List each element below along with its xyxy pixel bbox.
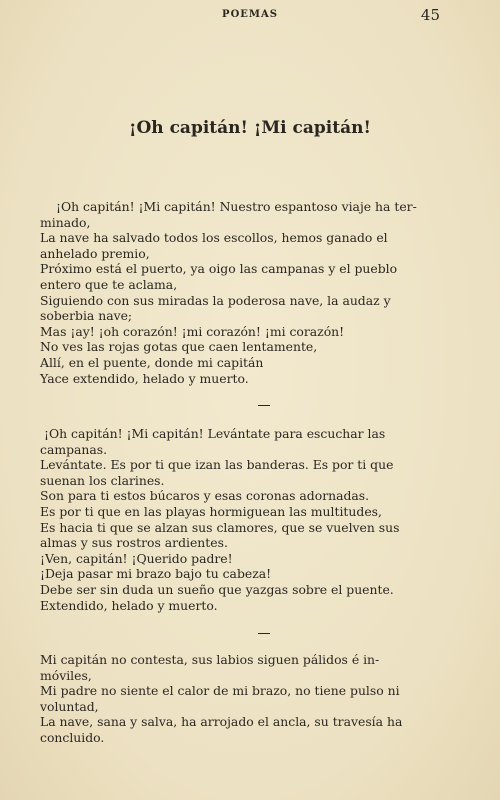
poem-line: almas y sus rostros ardientes. xyxy=(40,535,228,551)
poem-line: suenan los clarines. xyxy=(40,472,165,488)
poem-line: La nave, sana y salva, ha arrojado el ancla, su travesía ha xyxy=(40,714,403,730)
running-title: POEMAS xyxy=(222,9,278,20)
stanza-separator xyxy=(258,633,270,634)
poem-line: Mi capitán no contesta, sus labios siguen pálidos é in- xyxy=(40,652,380,667)
stanza-2 xyxy=(40,426,462,613)
poem-line: Es hacia ti que se alzan sus clamores, que se vuelven sus xyxy=(40,519,400,535)
poem-line: minado, xyxy=(40,214,91,230)
stanza-1 xyxy=(40,199,462,386)
poem-line: Allí, en el puente, donde mi capitán xyxy=(40,354,264,370)
poem-line: Es por ti que en las playas hormiguean las multitudes, xyxy=(40,503,382,519)
poem-line: entero que te aclama, xyxy=(40,276,178,292)
poem-line: Próximo está el puerto, ya oigo las campanas y el pueblo xyxy=(40,261,398,277)
poem-line: Debe ser sin duda un sueño que yazgas sobre el puente. xyxy=(40,581,394,597)
poem-line: Son para ti estos búcaros y esas coronas adornadas. xyxy=(40,488,370,504)
stanza-3 xyxy=(40,652,462,746)
page-number: 45 xyxy=(420,6,440,24)
poem-line: móviles, xyxy=(40,667,92,683)
poem-line: Yace extendido, helado y muerto. xyxy=(40,370,249,386)
poem-line: campanas. xyxy=(40,441,108,457)
poem-line: ¡Ven, capitán! ¡Querido padre! xyxy=(40,550,233,566)
poem-line: ¡Oh capitán! ¡Mi capitán! Levántate para escuchar las xyxy=(44,426,386,441)
poem-line: Levántate. Es por ti que izan las banderas. Es por ti que xyxy=(40,457,394,473)
poem-line: ¡Deja pasar mi brazo bajo tu cabeza! xyxy=(40,566,272,582)
stanza-separator xyxy=(258,405,270,406)
poem-line: concluido. xyxy=(40,729,105,745)
poem-line: Extendido, helado y muerto. xyxy=(40,597,218,613)
poem-line: La nave ha salvado todos los escollos, hemos ganado el xyxy=(40,230,388,246)
poem-title: ¡Oh capitán! ¡Mi capitán! xyxy=(129,118,371,138)
poem-line: Siguiendo con sus miradas la poderosa nave, la audaz y xyxy=(40,292,391,308)
poem-line: voluntad, xyxy=(40,698,99,714)
poem-line: ¡Oh capitán! ¡Mi capitán! Nuestro espantoso viaje ha ter- xyxy=(56,199,417,214)
poem-line: Mas ¡ay! ¡oh corazón! ¡mi corazón! ¡mi corazón! xyxy=(40,323,345,339)
poem-line: soberbia nave; xyxy=(40,308,133,324)
poem-line: anhelado premio, xyxy=(40,245,150,261)
running-head xyxy=(0,6,500,26)
poem-line: No ves las rojas gotas que caen lentamente, xyxy=(40,339,318,355)
poem-line: Mi padre no siente el calor de mi brazo, no tiene pulso ni xyxy=(40,683,400,699)
